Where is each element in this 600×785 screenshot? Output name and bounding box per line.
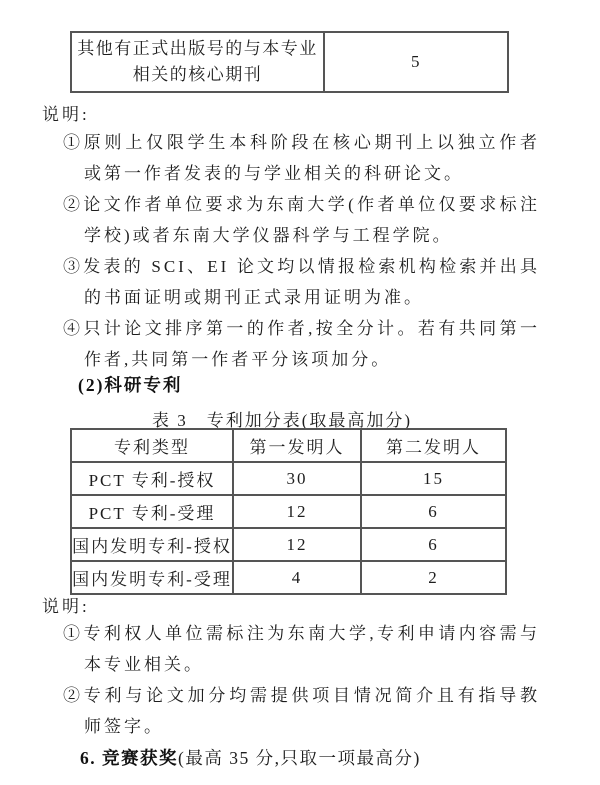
notes-patents-heading: 说明: [42, 597, 90, 616]
notes-papers-list [63, 127, 540, 375]
note-marker: ③ [63, 257, 84, 276]
note-text: 专利与论文加分均需提供项目情况简介且有指导教师签字。 [83, 686, 541, 736]
table-row [71, 528, 506, 561]
note-item [63, 189, 540, 251]
note-text: 发表的 SCI、EI 论文均以情报检索机构检索并出具的书面证明或期刊正式录用证明为准。 [83, 257, 541, 307]
score-cell: 30 [233, 462, 361, 495]
patent-score-table [70, 428, 507, 595]
table-row [71, 462, 506, 495]
journal-score-cell: 5 [324, 32, 508, 92]
note-item [63, 680, 540, 742]
table-row [71, 32, 508, 92]
journal-score-table [70, 31, 509, 93]
note-text: 原则上仅限学生本科阶段在核心期刊上以独立作者或第一作者发表的与学业相关的科研论文。 [83, 133, 541, 183]
section-number-title: 6. 竞赛获奖 [80, 748, 178, 768]
note-marker: ④ [63, 319, 84, 338]
patent-type-header: 专利类型 [71, 429, 233, 462]
table-row [71, 495, 506, 528]
note-item [63, 127, 540, 189]
note-marker: ① [63, 624, 84, 643]
section-subtitle: (最高 35 分,只取一项最高分) [178, 748, 421, 768]
notes-papers-heading: 说明: [42, 105, 90, 124]
table-row [71, 561, 506, 594]
table-header-row [71, 429, 506, 462]
journal-name-cell: 其他有正式出版号的与本专业相关的核心期刊 [71, 32, 324, 92]
score-cell: 15 [361, 462, 506, 495]
second-inventor-header: 第二发明人 [361, 429, 506, 462]
patent-type-cell: 国内发明专利-受理 [71, 561, 233, 594]
note-item [63, 313, 540, 375]
note-marker: ① [63, 133, 84, 152]
patent-type-cell: 国内发明专利-授权 [71, 528, 233, 561]
score-cell: 4 [233, 561, 361, 594]
patent-type-cell: PCT 专利-授权 [71, 462, 233, 495]
first-inventor-header: 第一发明人 [233, 429, 361, 462]
note-item [63, 251, 540, 313]
patent-table-caption: 表 3 专利加分表(取最高加分) [152, 411, 413, 430]
note-text: 只计论文排序第一的作者,按全分计。若有共同第一作者,共同第一作者平分该项加分。 [83, 319, 541, 369]
section-heading-competition [80, 745, 421, 770]
notes-patents-list [63, 618, 540, 742]
patent-type-cell: PCT 专利-受理 [71, 495, 233, 528]
note-text: 专利权人单位需标注为东南大学,专利申请内容需与本专业相关。 [83, 624, 541, 674]
note-text: 论文作者单位要求为东南大学(作者单位仅要求标注学校)或者东南大学仪器科学与工程学院。 [83, 195, 541, 245]
score-cell: 12 [233, 528, 361, 561]
note-marker: ② [63, 686, 84, 705]
note-item [63, 618, 540, 680]
note-marker: ② [63, 195, 84, 214]
section-heading-patents: (2)科研专利 [78, 375, 183, 395]
score-cell: 6 [361, 495, 506, 528]
score-cell: 2 [361, 561, 506, 594]
score-cell: 6 [361, 528, 506, 561]
score-cell: 12 [233, 495, 361, 528]
